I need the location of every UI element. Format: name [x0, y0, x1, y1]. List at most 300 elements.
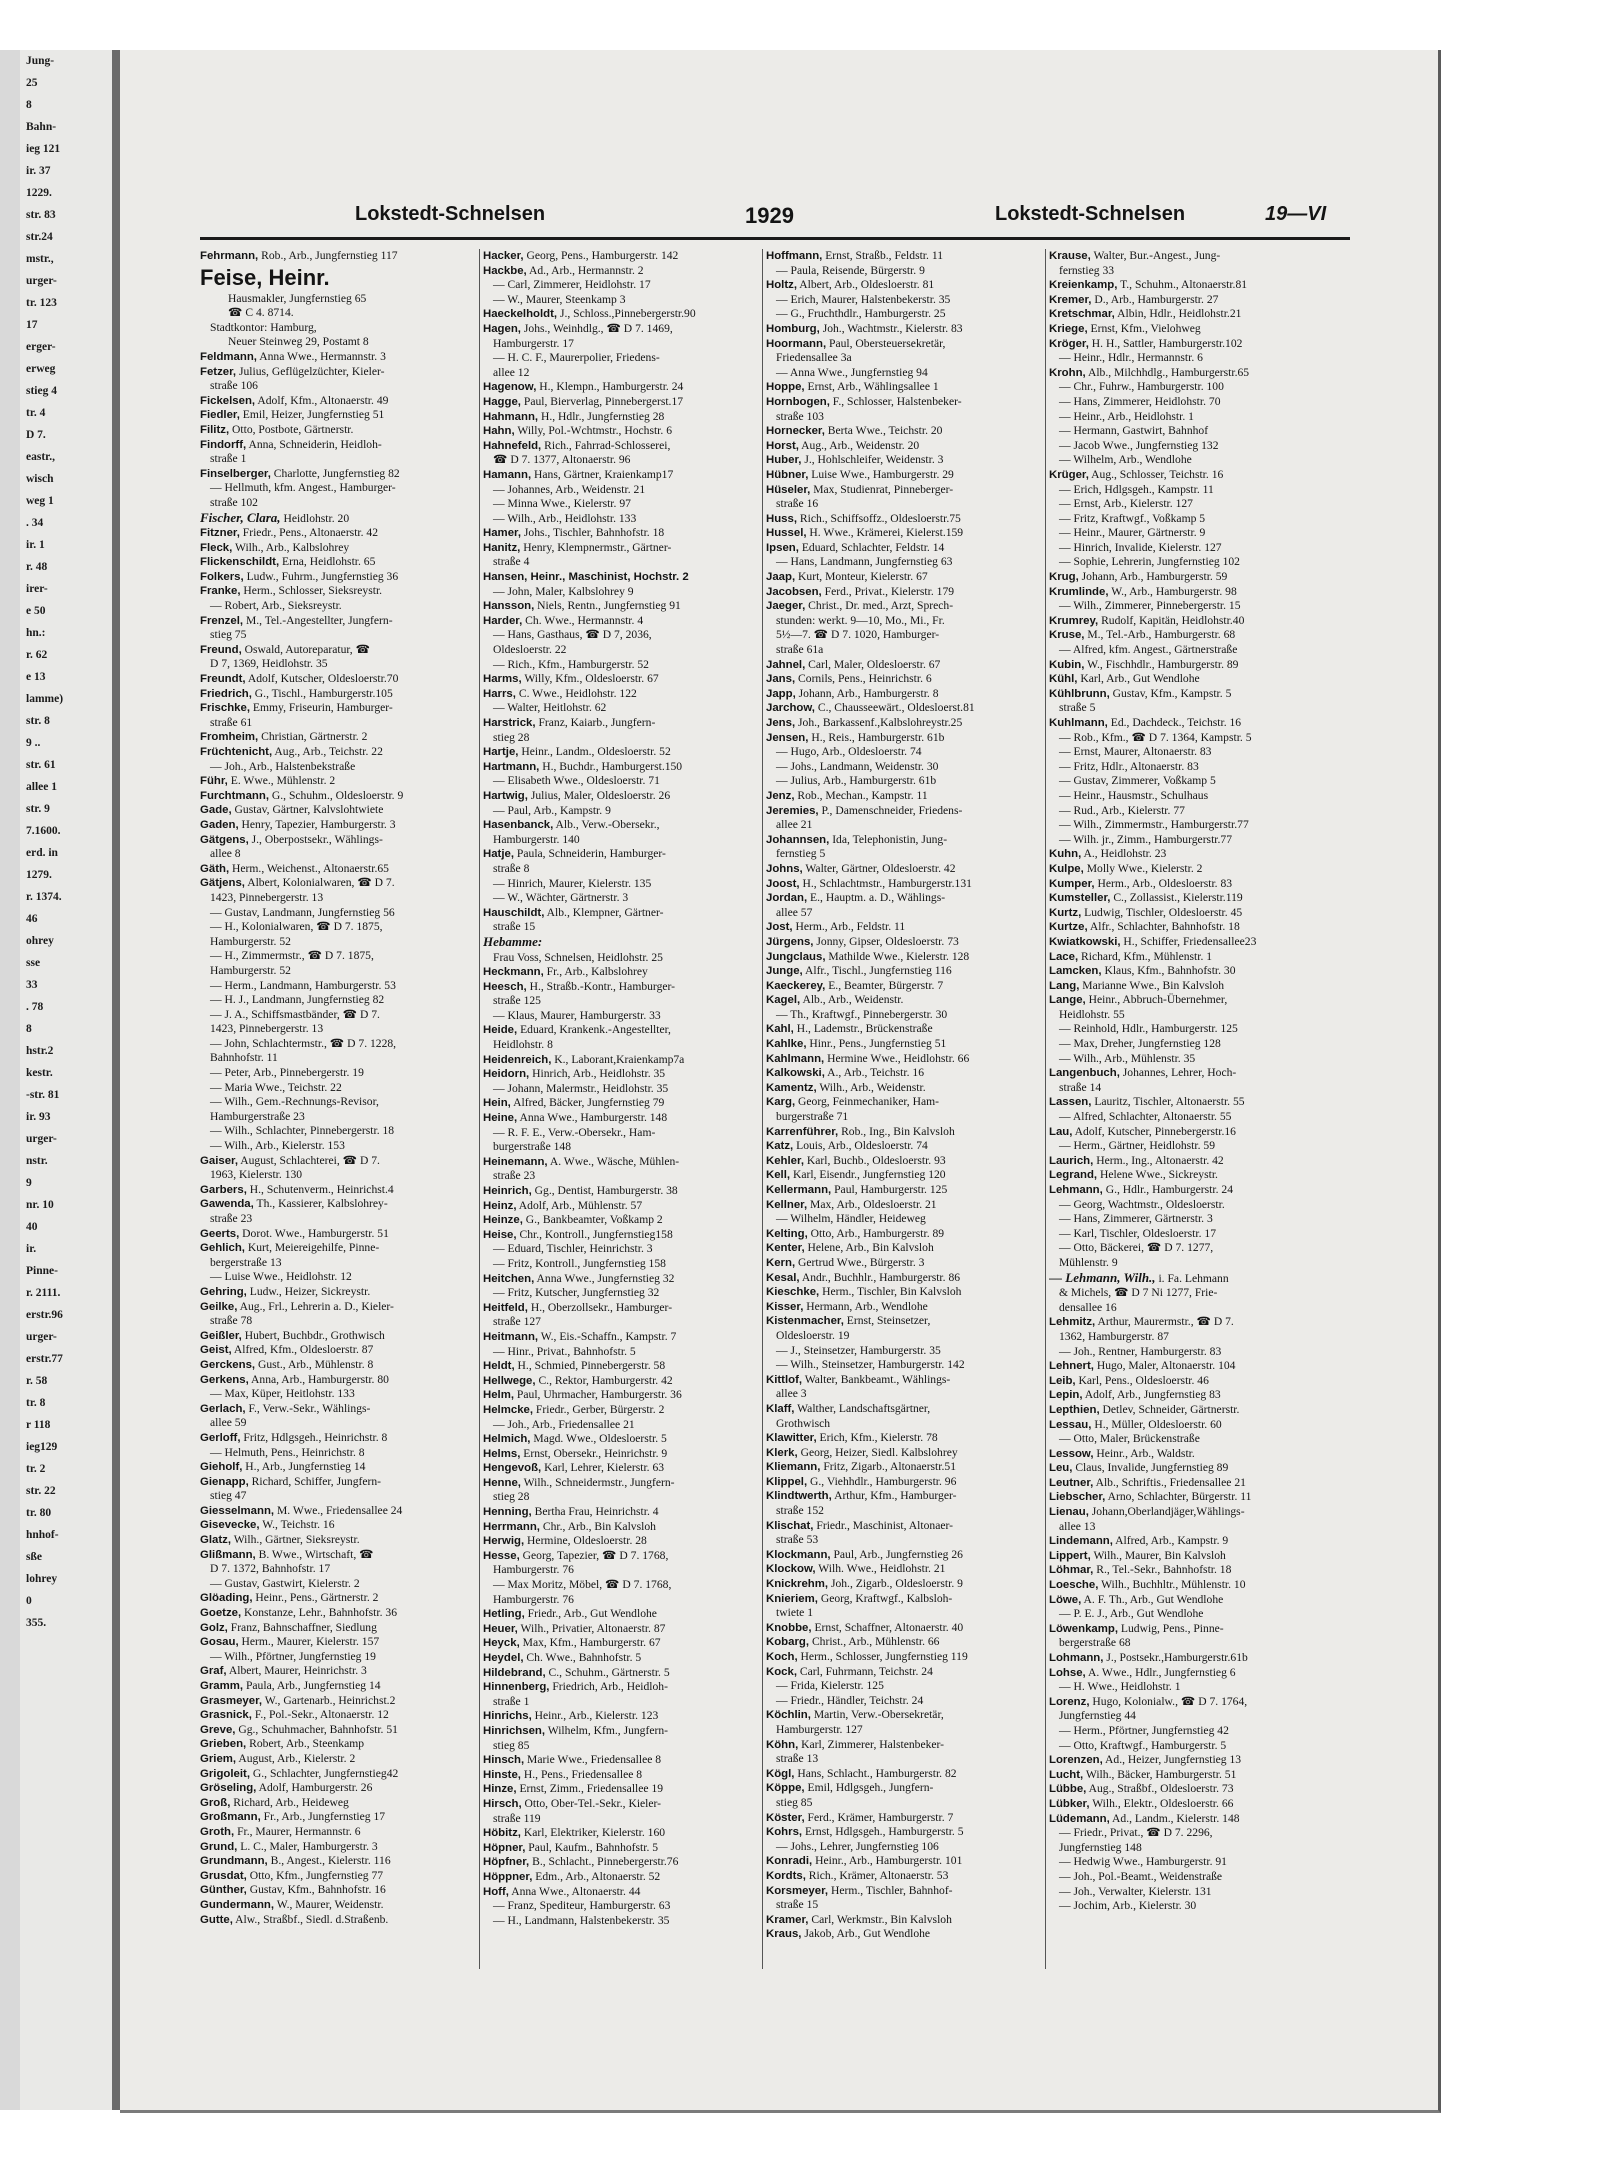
entry-surname: Gätgens,	[200, 833, 249, 846]
entry-details: — Th., Kraftwgf., Pinnebergerstr. 30	[776, 1007, 948, 1021]
entry-details: Christ., Arb., Mühlenstr. 66	[809, 1635, 940, 1649]
entry-details: Marie Wwe., Friedensallee 8	[524, 1753, 662, 1767]
entry-details: Max, Studienrat, Pinneberger-	[810, 482, 954, 496]
directory-entry	[200, 555, 476, 570]
directory-entry	[1049, 1563, 1325, 1578]
entry-surname: Hartwig,	[483, 789, 528, 802]
entry-details: Ad., Heizer, Jungfernstieg 13	[1102, 1753, 1242, 1767]
directory-entry	[766, 614, 1042, 629]
entry-details: — Herm., Landmann, Hamburgerstr. 53	[210, 978, 396, 992]
entry-details: Ed., Dachdeck., Teichstr. 16	[1107, 716, 1242, 729]
entry-surname: Geilke,	[200, 1300, 238, 1313]
directory-entry	[483, 1257, 759, 1272]
entry-details: D., Arb., Hamburgerstr. 27	[1091, 292, 1219, 306]
entry-surname: Lace,	[1049, 950, 1079, 963]
facing-page-fragment: str. 61	[26, 759, 56, 771]
directory-entry	[200, 1869, 476, 1884]
entry-details: straße 1	[493, 1694, 530, 1708]
directory-entry	[766, 570, 1042, 585]
directory-entry	[483, 570, 759, 585]
column-divider	[762, 249, 763, 1969]
entry-details: Gustav, Kfm., Kampstr. 5	[1109, 686, 1232, 700]
entry-details: — Heinr., Hdlr., Hermannstr. 6	[1059, 351, 1203, 365]
entry-surname: Heldt,	[483, 1360, 515, 1373]
directory-entry	[1049, 1212, 1325, 1227]
directory-entry	[483, 1490, 759, 1505]
directory-entry	[483, 1695, 759, 1710]
entry-surname: Johns,	[766, 862, 803, 875]
entry-details: Aug., Arb., Teichstr. 22	[272, 745, 383, 758]
directory-entry	[1049, 1768, 1325, 1783]
entry-details: Adolf, Kfm., Altonaerstr. 49	[255, 393, 389, 407]
entry-details: W., Arb., Hamburgerstr. 98	[1108, 584, 1237, 598]
entry-surname: Kamentz,	[766, 1081, 817, 1094]
entry-details: — Walter, Heitlohstr. 62	[493, 701, 607, 715]
entry-details: Anna, Arb., Hamburgerstr. 80	[248, 1372, 389, 1386]
entry-details: — Luise Wwe., Heidlohstr. 12	[210, 1270, 352, 1284]
entry-details: R., Tel.-Sekr., Bahnhofstr. 18	[1093, 1563, 1232, 1577]
entry-details: Charlotte, Jungfernstieg 82	[270, 466, 400, 480]
entry-details: Albert, Maurer, Heinrichstr. 3	[226, 1664, 367, 1678]
directory-entry	[1049, 1403, 1325, 1418]
entry-surname: Hahmann,	[483, 410, 539, 423]
directory-entry	[200, 979, 476, 994]
entry-details: Dorot. Wwe., Hamburgerstr. 51	[239, 1226, 389, 1240]
directory-entry	[1049, 1549, 1325, 1564]
entry-details: A. Wwe., Hdlr., Jungfernstieg 6	[1085, 1665, 1236, 1679]
facing-page-fragment: hstr.2	[26, 1045, 54, 1057]
entry-surname: Höpner,	[483, 1841, 526, 1854]
directory-entry	[483, 1432, 759, 1447]
entry-surname: Filitz,	[200, 423, 230, 436]
directory-entry	[766, 1694, 1042, 1709]
directory-entry	[200, 1139, 476, 1154]
facing-page-fragment: 1229.	[26, 187, 52, 199]
directory-entry	[200, 1095, 476, 1110]
entry-details: Adolf, Arb., Jungfernstieg 83	[1082, 1388, 1221, 1402]
directory-entry	[483, 526, 759, 541]
directory-entry	[766, 1008, 1042, 1023]
entry-details: D 7. 1372, Bahnhofstr. 17	[210, 1562, 331, 1576]
header-right-locality: Lokstedt-Schnelsen	[995, 203, 1186, 225]
directory-entry	[200, 833, 476, 848]
directory-entry	[766, 1825, 1042, 1840]
directory-entry	[766, 526, 1042, 541]
entry-surname: Homburg,	[766, 322, 820, 335]
directory-entry	[766, 862, 1042, 877]
directory-entry	[200, 1446, 476, 1461]
directory-entry	[766, 1066, 1042, 1081]
entry-surname: Heitchen,	[483, 1272, 535, 1285]
entry-details: C., Schuhm., Gärtnerstr. 5	[545, 1665, 670, 1679]
facing-page-fragment: e 13	[26, 671, 46, 683]
entry-details: — Johann, Malermstr., Heidlohstr. 35	[493, 1081, 669, 1095]
entry-details: Herm., Arb., Feldstr. 11	[792, 920, 906, 934]
entry-surname: Hirsch,	[483, 1797, 522, 1810]
directory-entry	[483, 1841, 759, 1856]
directory-entry	[1049, 818, 1325, 833]
entry-details: Adolf, Arb., Mühlenstr. 57	[516, 1198, 643, 1212]
entry-surname: Höppner,	[483, 1870, 533, 1883]
directory-entry	[200, 350, 476, 365]
directory-entry	[1049, 293, 1325, 308]
entry-surname: Hinrichsen,	[483, 1724, 546, 1737]
entry-surname: Korsmeyer,	[766, 1884, 829, 1897]
entry-details: — Wilh., Arb., Mühlenstr. 35	[1059, 1051, 1196, 1065]
directory-entry	[483, 264, 759, 279]
entry-surname: Grund,	[200, 1840, 238, 1853]
directory-entry	[483, 1520, 759, 1535]
entry-surname: Kalkowski,	[766, 1067, 825, 1080]
entry-details: C., Rektor, Hamburgerstr. 42	[535, 1373, 673, 1387]
directory-entry	[483, 760, 759, 775]
entry-details: — Paula, Reisende, Bürgerstr. 9	[776, 263, 925, 277]
directory-entry	[766, 935, 1042, 950]
directory-entry	[1049, 453, 1325, 468]
entry-surname: Höpfner,	[483, 1856, 530, 1869]
entry-surname: Heydel,	[483, 1652, 524, 1664]
facing-page-fragment: Jung-	[26, 55, 55, 67]
entry-details: — Heinr., Arb., Heidlohstr. 1	[1059, 409, 1194, 423]
entry-surname: Günther,	[200, 1884, 247, 1897]
entry-details: Ludw., Fuhrm., Jungfernstieg 36	[243, 569, 399, 583]
directory-entry	[483, 1126, 759, 1141]
directory-entry	[483, 1666, 759, 1681]
entry-details: Bertha Frau, Heinrichstr. 4	[531, 1505, 659, 1519]
directory-entry	[483, 1914, 759, 1929]
entry-details: H., Schmied, Pinnebergerstr. 58	[514, 1359, 666, 1373]
entry-details: straße 102	[210, 495, 258, 509]
directory-entry	[766, 278, 1042, 293]
entry-surname: Fischer, Clara,	[200, 510, 281, 525]
entry-surname: Japp,	[766, 687, 796, 700]
directory-entry	[1049, 1607, 1325, 1622]
entry-surname: Kramer,	[766, 1913, 809, 1926]
column-divider	[479, 249, 480, 1969]
entry-details: Walter, Bur.-Angest., Jung-	[1090, 249, 1221, 262]
entry-surname: Gätjens,	[200, 877, 245, 890]
entry-details: — H. Wwe., Heidlohstr. 1	[1059, 1680, 1181, 1694]
directory-entry	[483, 1855, 759, 1870]
entry-surname: Geißler,	[200, 1329, 242, 1342]
directory-entry	[766, 585, 1042, 600]
entry-details: — Hermann, Gastwirt, Bahnhof	[1059, 424, 1209, 438]
directory-entry	[1049, 512, 1325, 527]
entry-details: — Wilh., Arb., Heidlohstr. 133	[493, 511, 637, 525]
entry-surname: Klawitter,	[766, 1432, 817, 1445]
directory-entry	[483, 555, 759, 570]
entry-details: Erich, Kfm., Kielerstr. 78	[816, 1431, 938, 1445]
directory-entry	[483, 994, 759, 1009]
entry-surname: Folkers,	[200, 570, 244, 583]
entry-details: Alfred, Arb., Kampstr. 9	[1112, 1534, 1229, 1548]
entry-surname: Fickelsen,	[200, 394, 256, 407]
entry-details: — Hellmuth, kfm. Angest., Hamburger-	[210, 481, 396, 495]
entry-details: Alb., Arb., Weidenstr.	[800, 993, 904, 1007]
entry-surname: Gerckens,	[200, 1358, 256, 1371]
directory-entry	[483, 1651, 759, 1666]
entry-details: stieg 85	[493, 1738, 530, 1752]
facing-page-fragment: wisch	[26, 473, 54, 485]
directory-entry	[766, 643, 1042, 658]
entry-surname: Koch,	[766, 1651, 798, 1663]
facing-page-fragment: ieg129	[26, 1441, 58, 1453]
directory-entry	[1049, 570, 1325, 585]
entry-surname: Gramm,	[200, 1680, 244, 1692]
directory-entry	[200, 541, 476, 556]
entry-details: C. Wwe., Heidlohstr. 122	[515, 686, 637, 700]
entry-details: Ernst, Steinsetzer,	[843, 1314, 931, 1328]
entry-details: Heinr., Arb., Waldstr.	[1093, 1446, 1195, 1460]
entry-surname: Glöading,	[200, 1592, 253, 1605]
directory-entry	[1049, 1622, 1325, 1637]
entry-details: Hans, Schlacht., Hamburgerstr. 82	[794, 1766, 957, 1780]
entry-surname: Jens,	[766, 717, 796, 729]
directory-entry	[766, 1650, 1042, 1665]
running-header	[230, 203, 1333, 241]
entry-details: Karl, Zimmerer, Halstenbeker-	[798, 1737, 945, 1751]
entry-details: Karl, Elektriker, Kielerstr. 160	[520, 1826, 666, 1840]
entry-surname: Gade,	[200, 804, 232, 817]
directory-entry	[483, 453, 759, 468]
facing-page-fragment: tr. 4	[26, 407, 46, 419]
entry-details: Konstanze, Lehr., Bahnhofstr. 36	[241, 1606, 397, 1620]
entry-details: Ida, Telephonistin, Jung-	[829, 832, 948, 846]
entry-surname: Fiedler,	[200, 409, 240, 422]
entry-details: P., Damenschneider, Friedens-	[818, 803, 963, 817]
facing-page-fragment: urger-	[26, 275, 57, 287]
directory-entry	[1049, 1095, 1325, 1110]
entry-surname: Hacker,	[483, 250, 524, 262]
entry-details: ☎ C 4. 8714.	[228, 306, 294, 320]
entry-surname: Hüseler,	[766, 483, 811, 496]
directory-entry	[483, 1009, 759, 1024]
directory-entry	[766, 1446, 1042, 1461]
facing-page-fragment: 17	[26, 319, 38, 331]
directory-entry	[766, 1781, 1042, 1796]
entry-details: Herm., Schlosser, Jungfernstieg 119	[797, 1650, 968, 1663]
directory-entry	[200, 1300, 476, 1315]
directory-entry	[483, 1403, 759, 1418]
entry-details: — Hedwig Wwe., Hamburgerstr. 91	[1059, 1855, 1227, 1869]
entry-surname: Klischat,	[766, 1519, 814, 1532]
header-left-locality: Lokstedt-Schnelsen	[355, 203, 546, 225]
directory-entry	[1049, 380, 1325, 395]
entry-details: Molly Wwe., Kielerstr. 2	[1083, 861, 1203, 875]
entry-surname: Haeckelholdt,	[483, 308, 558, 321]
entry-details: — Helmuth, Pens., Heinrichstr. 8	[210, 1445, 365, 1459]
entry-details: — Joh., Rentner, Hamburgerstr. 83	[1059, 1344, 1222, 1358]
entry-details: — John, Maler, Kalbslohrey 9	[493, 584, 634, 598]
entry-surname: Kahlke,	[766, 1038, 807, 1051]
directory-entry	[200, 1708, 476, 1723]
entry-surname: Helmich,	[483, 1433, 531, 1446]
entry-details: — Erich, Maurer, Halstenbekerstr. 35	[776, 292, 951, 306]
facing-page-fragment: . 78	[26, 1001, 44, 1013]
entry-surname: Hussel,	[766, 527, 807, 540]
entry-details: Hamburgerstr. 127	[776, 1722, 863, 1736]
entry-details: — Rich., Kfm., Hamburgerstr. 52	[493, 657, 649, 671]
facing-page-fragment: 40	[26, 1221, 38, 1233]
entry-details: Oldesloerstr. 19	[776, 1328, 850, 1342]
directory-entry	[1049, 307, 1325, 322]
entry-details: H., Hdlr., Jungfernstieg 28	[538, 409, 665, 423]
entry-surname: Kuhn,	[1049, 848, 1082, 861]
entry-details: — Herm., Pförtner, Jungfernstieg 42	[1059, 1723, 1229, 1737]
entry-details: Alfr., Schlachter, Bahnhofstr. 18	[1087, 920, 1240, 934]
entry-surname: Lessau,	[1049, 1418, 1092, 1431]
entry-details: Otto, Ober-Tel.-Sekr., Kieler-	[521, 1796, 662, 1810]
entry-details: bergerstraße 13	[210, 1255, 282, 1269]
directory-entry	[483, 439, 759, 454]
entry-surname: Heitfeld,	[483, 1301, 528, 1314]
entry-surname: Griem,	[200, 1752, 237, 1765]
facing-page-fragment: Bahn-	[26, 121, 57, 133]
entry-details: Rich., Krämer, Altonaerstr. 53	[805, 1868, 949, 1882]
entry-details: Johann, Arb., Hamburgerstr. 59	[1078, 570, 1228, 584]
directory-entry	[1049, 410, 1325, 425]
entry-details: — H., Zimmermstr., ☎ D 7. 1875,	[210, 949, 374, 963]
entry-surname: Hübner,	[766, 468, 809, 481]
directory-entry	[766, 424, 1042, 439]
directory-entry	[483, 599, 759, 614]
facing-page-fragment: r. 58	[26, 1375, 48, 1387]
entry-details: Henry, Klempnermstr., Gärtner-	[520, 540, 672, 554]
entry-surname: Hanitz,	[483, 541, 521, 554]
entry-surname: Gäth,	[200, 862, 230, 875]
directory-entry	[766, 1869, 1042, 1884]
entry-details: Hermine Wwe., Heidlohstr. 66	[824, 1051, 970, 1065]
entry-surname: Hansen, Heinr., Maschinist, Hochstr. 2	[483, 571, 689, 584]
entry-surname: Lohse,	[1049, 1666, 1086, 1679]
directory-entry	[200, 1051, 476, 1066]
directory-entry	[200, 964, 476, 979]
entry-surname: Joost,	[766, 877, 800, 890]
directory-entry	[1049, 1345, 1325, 1360]
entry-details: J., Oberpostsekr., Wählings-	[248, 832, 383, 846]
directory-entry	[200, 1241, 476, 1256]
entry-surname: Fetzer,	[200, 365, 237, 378]
entry-surname: Gerkens,	[200, 1373, 249, 1386]
entry-details: Klaus, Kfm., Bahnhofstr. 30	[1101, 964, 1236, 978]
entry-details: — Anna Wwe., Jungfernstieg 94	[776, 365, 928, 379]
directory-entry	[483, 745, 759, 760]
facing-page-fragment: tr. 123	[26, 297, 57, 309]
entry-details: — Wilhelm, Arb., Wendlohe	[1059, 453, 1192, 467]
directory-entry	[483, 541, 759, 556]
directory-entry	[483, 1476, 759, 1491]
entry-details: — Max, Dreher, Jungfernstieg 128	[1059, 1037, 1221, 1051]
directory-entry	[766, 1431, 1042, 1446]
entry-surname: Liebscher,	[1049, 1491, 1106, 1504]
entry-details: Herm., Ing., Altonaerstr. 42	[1093, 1153, 1224, 1167]
entry-surname: Klockow,	[766, 1563, 816, 1576]
directory-entry	[200, 438, 476, 453]
entry-details: E. Wwe., Mühlenstr. 2	[227, 774, 336, 788]
directory-entry	[1049, 468, 1325, 483]
entry-details: G., Schuhm., Oldesloerstr. 9	[268, 788, 404, 802]
directory-entry	[483, 1534, 759, 1549]
facing-page-fragment: ohrey	[26, 935, 54, 947]
directory-entry	[483, 278, 759, 293]
entry-details: Herm., Arb., Oldesloerstr. 83	[1094, 876, 1233, 890]
entry-details: Walther, Landschaftsgärtner,	[794, 1401, 931, 1415]
directory-entry	[1049, 1578, 1325, 1593]
entry-surname: Kulpe,	[1049, 862, 1084, 875]
directory-entry	[766, 555, 1042, 570]
entry-details: Gust., Arb., Mühlenstr. 8	[255, 1357, 374, 1371]
entry-surname: Heckmann,	[483, 966, 544, 979]
entry-surname: Kröger,	[1049, 337, 1089, 350]
entry-details: Eduard, Krankenk.-Angestellter,	[517, 1023, 671, 1037]
entry-surname: Köster,	[766, 1811, 805, 1824]
entry-surname: Grigoleit,	[200, 1767, 250, 1780]
directory-entry	[766, 1227, 1042, 1242]
directory-entry	[766, 322, 1042, 337]
directory-entry	[483, 789, 759, 804]
entry-details: C., Chausseewärt., Oldesloerst.81	[814, 701, 975, 715]
entry-details: Karl, Buchb., Oldesloerstr. 93	[804, 1153, 946, 1167]
entry-surname: Katz,	[766, 1140, 794, 1153]
entry-surname: Hagen,	[483, 322, 521, 335]
entry-details: Otto, Arb., Hamburgerstr. 89	[807, 1226, 945, 1240]
facing-page-fragment: nstr.	[26, 1155, 48, 1167]
entry-details: — Joh., Arb., Halstenbekstraße	[210, 759, 356, 773]
facing-page-fragment: 9 ..	[26, 737, 41, 749]
entry-details: Alfr., Tischl., Jungfernstieg 116	[802, 964, 952, 978]
entry-surname: Lohmann,	[1049, 1652, 1104, 1664]
entry-details: Magd. Wwe., Oldesloerstr. 5	[530, 1432, 667, 1446]
entry-surname: Leu,	[1049, 1462, 1073, 1475]
entry-details: Aug., Straßbf., Oldesloerstr. 73	[1086, 1782, 1234, 1796]
directory-entry	[483, 643, 759, 658]
directory-entry	[483, 774, 759, 789]
entry-details: M., Tel.-Arb., Hamburgerstr. 68	[1084, 628, 1236, 642]
entry-details: Hamburgerstr. 140	[493, 832, 580, 846]
entry-surname: Krüger,	[1049, 468, 1089, 481]
entry-surname: Helmcke,	[483, 1403, 534, 1416]
entry-surname: Köhn,	[766, 1738, 799, 1751]
entry-details: Wilh., Elektr., Oldesloerstr. 66	[1089, 1796, 1234, 1810]
entry-details: Heidlohstr. 8	[493, 1038, 553, 1052]
entry-surname: Hebamme:	[483, 934, 543, 949]
directory-entry	[1049, 1301, 1325, 1316]
entry-surname: Kuhlmann,	[1049, 717, 1108, 729]
directory-entry	[1049, 935, 1325, 950]
entry-details: Frau Voss, Schnelsen, Heidlohstr. 25	[493, 950, 663, 964]
column-3	[766, 249, 1042, 1969]
entry-details: Georg, Kraftwgf., Kalbsloh-	[817, 1591, 953, 1605]
entry-surname: Gundermann,	[200, 1898, 275, 1911]
directory-entry	[200, 1460, 476, 1475]
entry-details: — Wilh., Zimmermstr., Hamburgerstr.77	[1059, 818, 1249, 832]
entry-surname: Gerloff,	[200, 1431, 241, 1444]
entry-details: straße 125	[493, 994, 541, 1008]
directory-entry	[766, 439, 1042, 454]
entry-details: — Herm., Gärtner, Heidlohstr. 59	[1059, 1139, 1216, 1153]
entry-surname: Leutner,	[1049, 1476, 1094, 1489]
entry-details: straße 127	[493, 1315, 541, 1329]
entry-details: Wilh. Wwe., Heidlohstr. 21	[815, 1562, 946, 1576]
directory-entry	[200, 1723, 476, 1738]
directory-entry	[200, 1898, 476, 1913]
entry-surname: Hagge,	[483, 395, 521, 408]
entry-details: Alfred, Kfm., Oldesloerstr. 87	[231, 1343, 374, 1357]
entry-surname: Friedrich,	[200, 687, 252, 700]
entry-details: — Johannes, Arb., Weidenstr. 21	[493, 482, 646, 496]
entry-surname: Löwe,	[1049, 1593, 1082, 1606]
entry-details: — Sophie, Lehrerin, Jungfernstieg 102	[1059, 555, 1240, 569]
